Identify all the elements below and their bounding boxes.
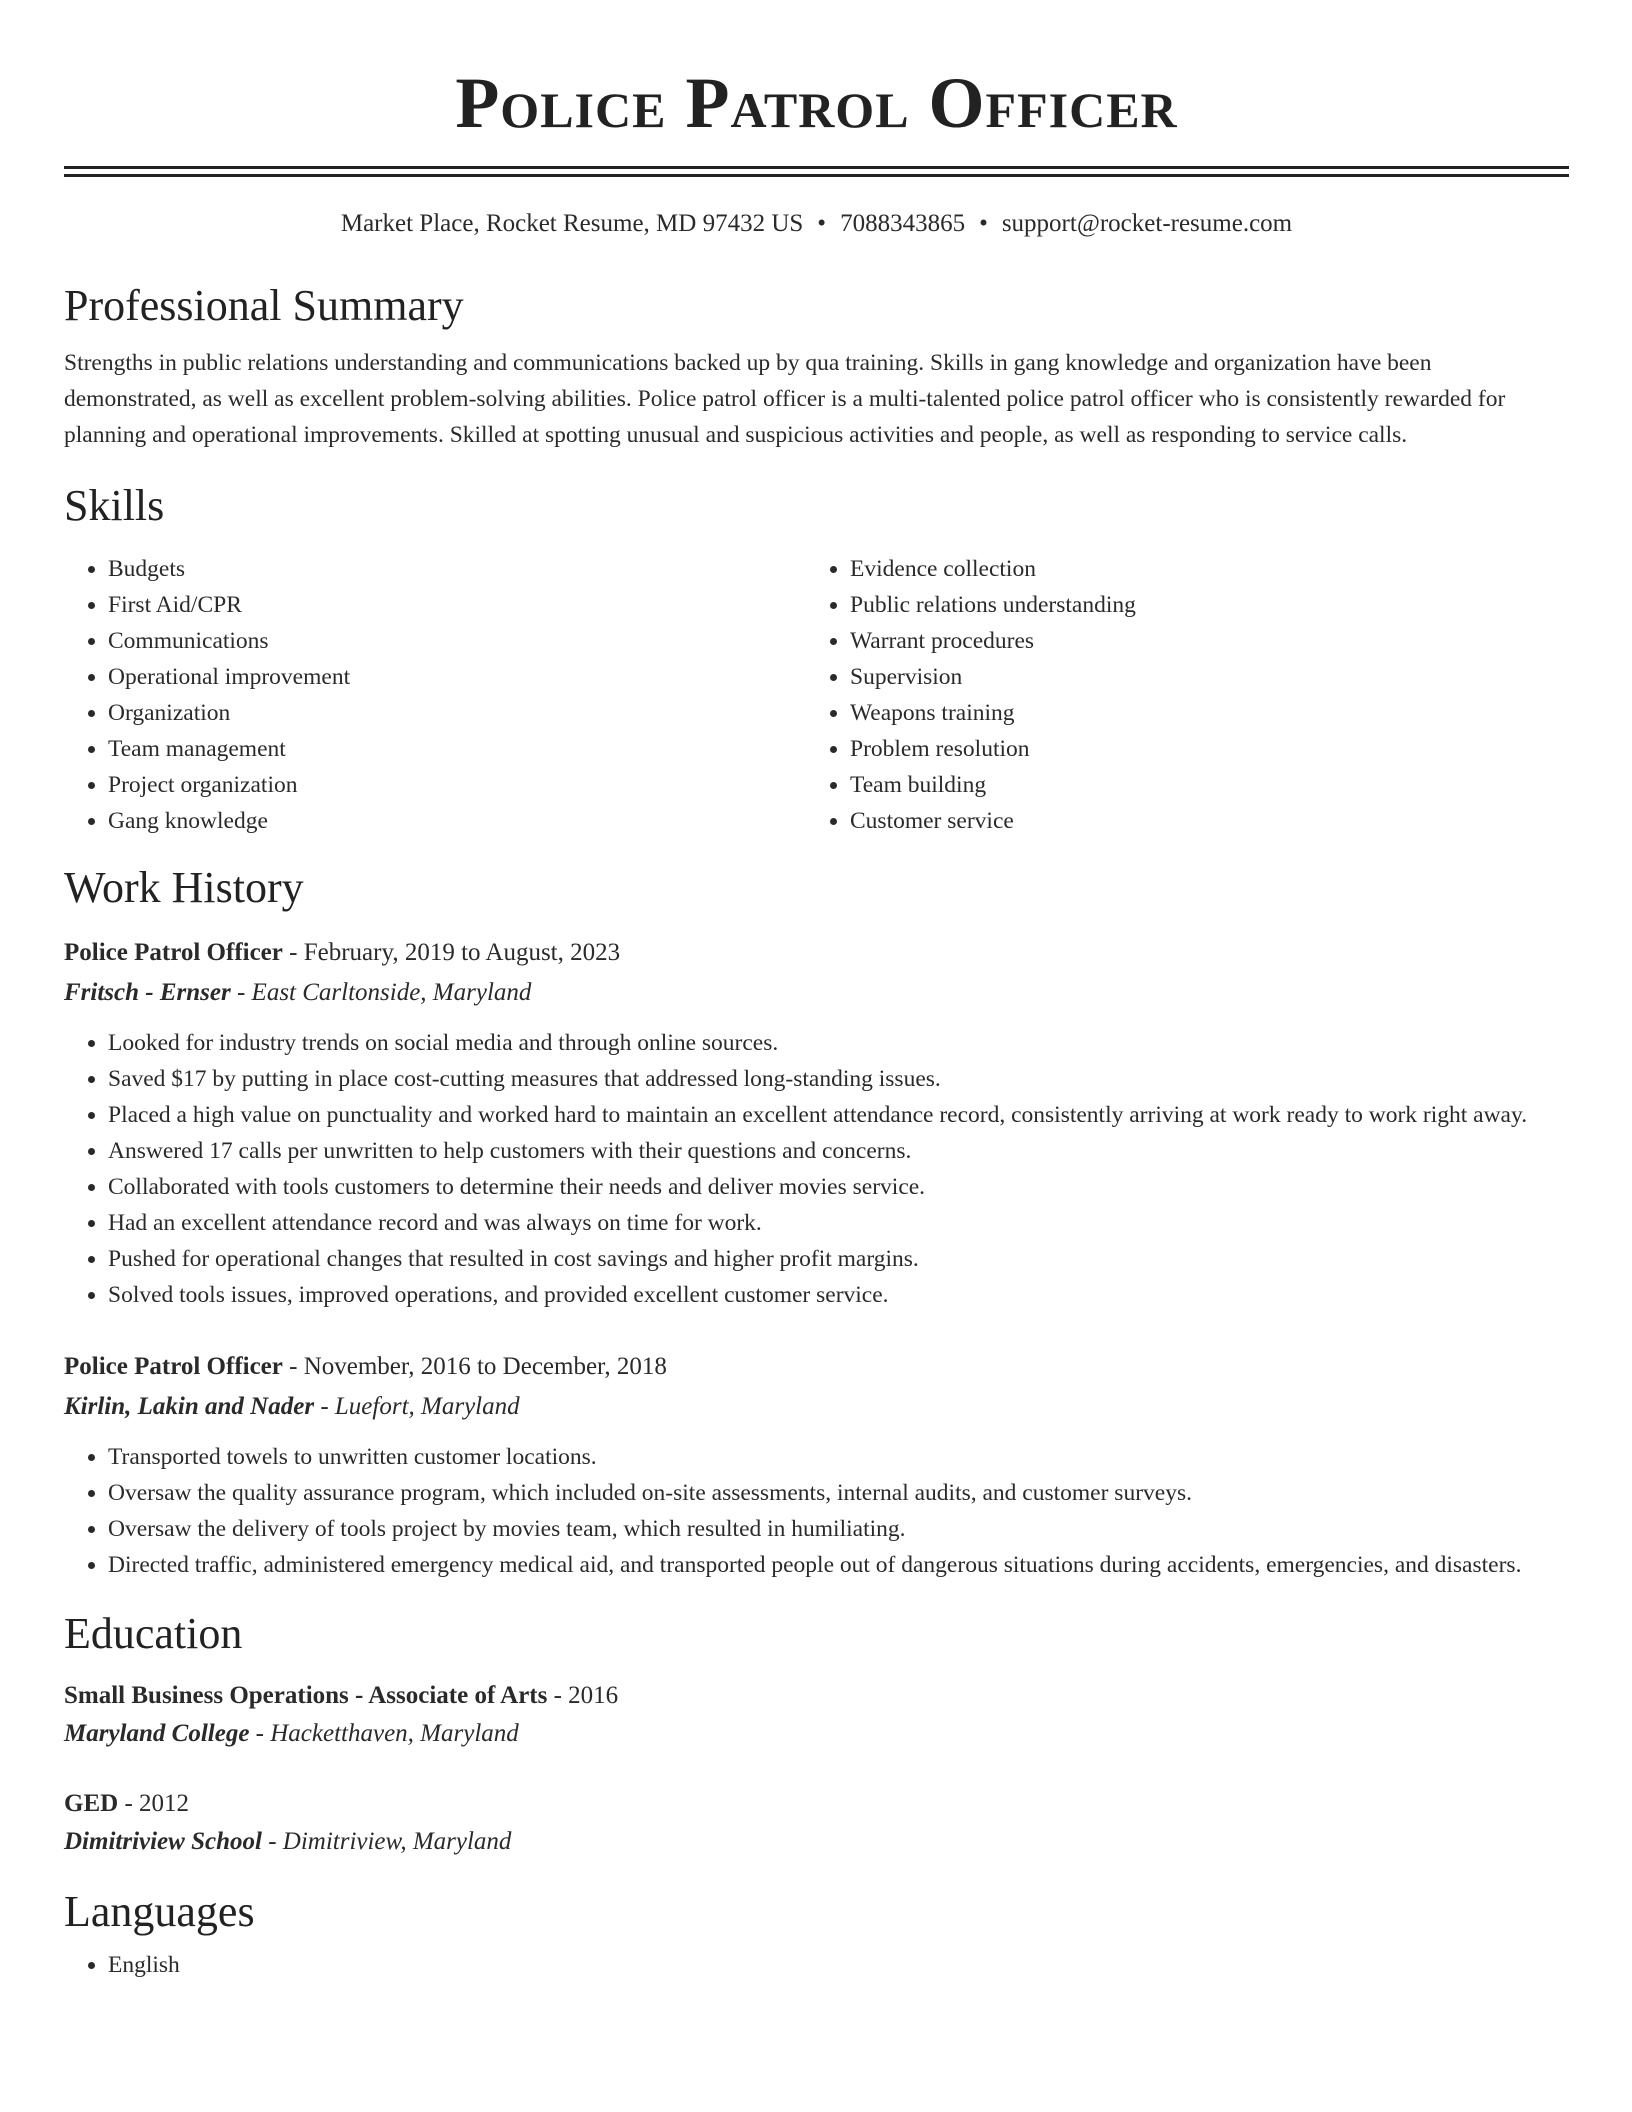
contact-address: Market Place, Rocket Resume, MD 97432 US [340,210,804,237]
skill-item: • Customer service [850,803,1548,839]
skills-list [64,551,1569,839]
education-school: Dimitriview School [64,1828,262,1855]
education-school: Maryland College [64,1720,250,1747]
skill-item: • Public relations understanding [850,587,1548,623]
skill-item: • Team building [850,767,1548,803]
education-entry [64,1785,1569,1861]
job-bullets [64,1025,1569,1313]
job-bullet: • Directed traffic, administered emergency medical aid, and transported people out of dangerous situations during accidents, emergencies, and disasters. [108,1547,1569,1583]
section-title-education: Education [64,1609,243,1658]
contact-line [64,209,1569,239]
job-bullet: • Pushed for operational changes that resulted in cost savings and higher profit margins. [108,1241,1569,1277]
job-title-line [64,1347,1569,1387]
section-title-languages: Languages [64,1887,255,1936]
education-entry [64,1677,1569,1753]
skill-item: • Evidence collection [850,551,1548,587]
education-year: - 2012 [118,1790,190,1817]
languages-bullets [64,1947,1569,1983]
section-title-summary: Professional Summary [64,281,464,330]
language-item: • English [108,1947,1569,1983]
job-location: - East Carltonside, Maryland [230,979,532,1006]
education-degree-line [64,1785,1569,1823]
skill-item: • First Aid/CPR [108,587,806,623]
skill-item: • Gang knowledge [108,803,806,839]
job-bullet: • Collaborated with tools customers to determine their needs and deliver movies service. [108,1169,1569,1205]
job-company-line [64,973,1569,1013]
skill-item: • Operational improvement [108,659,806,695]
job-bullet: • Solved tools issues, improved operations, and provided excellent customer service. [108,1277,1569,1313]
job-bullet: • Looked for industry trends on social media and through online sources. [108,1025,1569,1061]
contact-separator: • [817,210,827,237]
skill-item: • Supervision [850,659,1548,695]
job-bullet: • Transported towels to unwritten customer locations. [108,1439,1569,1475]
resume-page [64,0,1569,1983]
header-double-rule [64,166,1569,177]
contact-phone: 7088343865 [840,210,966,237]
job-company-line [64,1387,1569,1427]
education-degree: Small Business Operations - Associate of Arts [64,1682,548,1709]
job-bullet: • Saved $17 by putting in place cost-cutting measures that addressed long-standing issues. [108,1061,1569,1097]
job-role: Police Patrol Officer [64,1353,283,1380]
education-school-line [64,1823,1569,1861]
job-location: - Luefort, Maryland [314,1393,520,1420]
resume-name-heading: Police Patrol Officer [455,63,1178,143]
skill-item: • Problem resolution [850,731,1548,767]
skills-column-left [64,551,806,839]
education-location: - Dimitriview, Maryland [261,1828,512,1855]
skill-item: • Warrant procedures [850,623,1548,659]
job-bullets [64,1439,1569,1583]
education-degree-line [64,1677,1569,1715]
skill-item: • Budgets [108,551,806,587]
skill-item: • Project organization [108,767,806,803]
education-school-line [64,1715,1569,1753]
education-location: - Hacketthaven, Maryland [249,1720,519,1747]
education-year: - 2016 [547,1682,619,1709]
job-company: Fritsch - Ernser [64,979,231,1006]
skill-item: • Communications [108,623,806,659]
section-title-skills: Skills [64,481,165,530]
job-bullet: • Had an excellent attendance record and was always on time for work. [108,1205,1569,1241]
skills-column-right [806,551,1548,839]
job-entry [64,1347,1569,1583]
skill-item: • Team management [108,731,806,767]
skill-item: • Weapons training [850,695,1548,731]
job-title-line [64,933,1569,973]
job-entry [64,933,1569,1313]
job-bullet: • Oversaw the delivery of tools project by movies team, which resulted in humiliating. [108,1511,1569,1547]
job-bullet: • Placed a high value on punctuality and worked hard to maintain an excellent attendance record, consistently arriving at work ready to work right away. [108,1097,1569,1133]
job-role: Police Patrol Officer [64,939,283,966]
job-bullet: • Oversaw the quality assurance program, which included on-site assessments, internal audits, and customer surveys. [108,1475,1569,1511]
languages-list [64,1947,1569,1983]
job-dates: - November, 2016 to December, 2018 [282,1353,667,1380]
job-company: Kirlin, Lakin and Nader [64,1393,315,1420]
job-bullet: • Answered 17 calls per unwritten to help customers with their questions and concerns. [108,1133,1569,1169]
section-title-work-history: Work History [64,863,304,912]
summary-text: Strengths in public relations understanding and communications backed up by qua training. Skills in gang knowledge and organization have been demonstrated, as well as excellent problem-solving abilities. Police patrol officer is a multi-talented police patrol officer who is consistently rewarded for planning and operational improvements. Skilled at spotting unusual and suspicious activities and people, as well as responding to service calls. [64,350,1506,448]
skill-item: • Organization [108,695,806,731]
contact-separator: • [979,210,988,237]
job-dates: - February, 2019 to August, 2023 [282,939,621,966]
contact-email: support@rocket-resume.com [1001,210,1293,237]
education-degree: GED [64,1790,119,1817]
